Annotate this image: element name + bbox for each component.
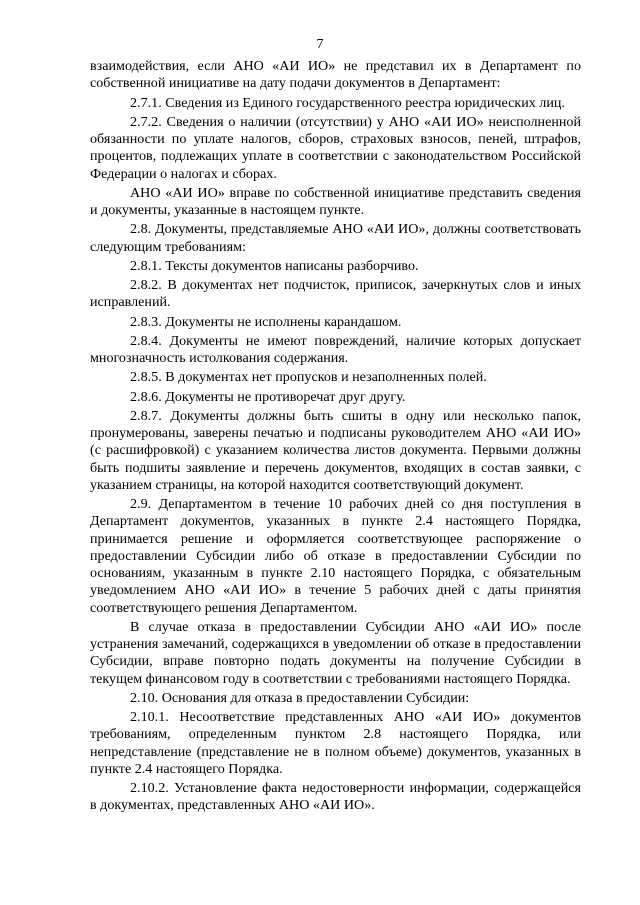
paragraph: 2.8.4. Документы не имеют повреждений, наличие которых допускает многозначность истолкования содержания. [90,332,581,366]
paragraph: 2.8.3. Документы не исполнены карандашом. [130,313,402,330]
paragraph: 2.8.5. В документах нет пропусков и незаполненных полей. [130,369,487,386]
paragraph: 2.10.1. Несоответствие представленных АНО «АИ ИО» документов требованиям, определенным пунктом 2.8 настоящего Порядка, или непредставление (представление не в полном объеме) документов, указанных в пункте 2.4 настоящего Порядка. [90,709,581,777]
paragraph: 2.8. Документы, представляемые АНО «АИ ИО», должны соответствовать следующим требованиям: [90,221,581,255]
paragraph: 2.8.6. Документы не противоречат друг другу. [130,388,406,405]
paragraph: 2.7.2. Сведения о наличии (отсутствии) у АНО «АИ ИО» неисполненной обязанности по уплате налогов, сборов, страховых взносов, пеней, штрафов, процентов, подлежащих уплате в соответствии с законодательством Российской Федерации о налогах и сборах. [90,113,581,182]
paragraph: В случае отказа в предоставлении Субсидии АНО «АИ ИО» после устранения замечаний, содержащихся в уведомлении об отказе в предоставлении Субсидии, вправе повторно подать документы на получение Субсидии в текущем финансовом году в соответствии с требованиями настоящего Порядка. [90,618,581,687]
paragraph: 2.8.1. Тексты документов написаны разборчиво. [130,257,419,274]
paragraph: 2.10.2. Установление факта недостоверности информации, содержащейся в документах, представленных АНО «АИ ИО». [90,780,581,814]
paragraph: взаимодействия, если АНО «АИ ИО» не представил их в Департамент по собственной инициативе на дату подачи документов в Департамент: [90,58,581,92]
paragraph: 2.7.1. Сведения из Единого государственного реестра юридических лиц. [130,94,565,111]
paragraph: 2.8.7. Документы должны быть сшиты в одну или несколько папок, пронумерованы, заверены печатью и подписаны руководителем АНО «АИ ИО» (с расшифровкой) с указанием количества листов документа. Первыми должны быть подшиты заявление и перечень документов, входящих в состав заявки, с указанием страницы, на которой находится соответствующий документ. [90,407,581,493]
document-body [90,58,581,817]
page-number: 7 [316,36,324,51]
paragraph: 2.8.2. В документах нет подчисток, приписок, зачеркнутых слов и иных исправлений. [90,277,581,311]
paragraph: АНО «АИ ИО» вправе по собственной инициативе представить сведения и документы, указанные в настоящем пункте. [90,184,581,218]
paragraph: 2.9. Департаментом в течение 10 рабочих дней со дня поступления в Департамент документов, указанных в пункте 2.4 настоящего Порядка, принимается решение и оформляется соответствующее распоряжение о предоставлении Субсидии либо об отказе в предоставлении Субсидии по основаниям, указанным в пункте 2.10 настоящего Порядка, с обязательным уведомлением АНО «АИ ИО» в течение 5 рабочих дней с даты принятия соответствующего решения Департаментом. [90,496,581,616]
paragraph: 2.10. Основания для отказа в предоставлении Субсидии: [130,689,470,706]
